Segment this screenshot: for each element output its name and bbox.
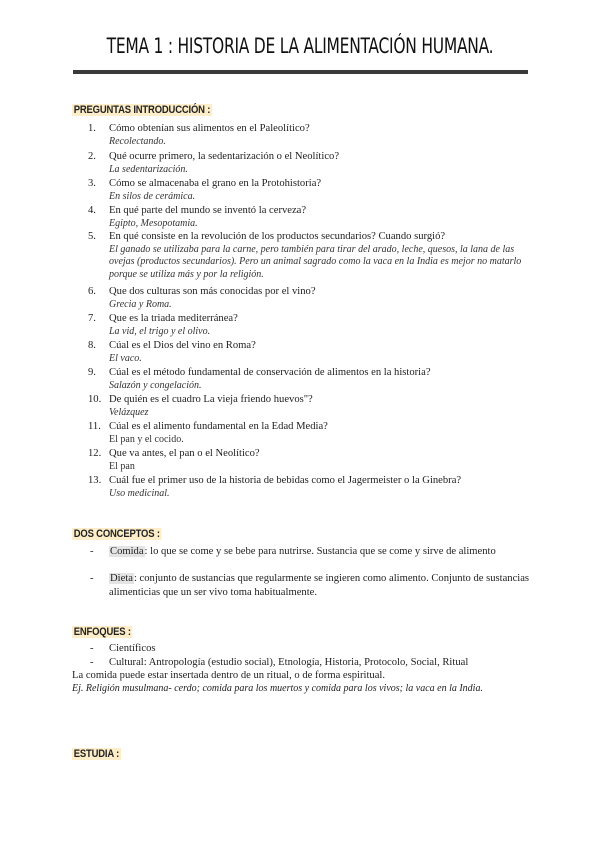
concept-definition: : conjunto de sustancias que regularmente se ingieren como alimento. Conjunto de sustancias alimenticias que un ser vivo toma habitualmente. xyxy=(109,573,530,598)
answer-text: En silos de cerámica. xyxy=(109,190,196,202)
answer-text: Recolectando. xyxy=(109,135,166,147)
question-item: 5. En qué consiste en la revolución de los productos secundarios? Cuando surgió? El ganado se utilizaba para la carne, pero también para tirar del arado, leche, quesos, la lana de las ovejas (productos secundarios). Pero un animal sagrado como la vaca en la India es mejor no matarlo porque se utiliza más y por la religión. xyxy=(88,231,528,281)
question-item: 7. Que es la triada mediterránea? La vid, el trigo y el olivo. xyxy=(88,313,528,338)
question-text: En qué parte del mundo se inventó la cerveza? xyxy=(109,205,307,216)
answer-text: Grecia y Roma. xyxy=(109,298,172,310)
question-item: 12. Que va antes, el pan o el Neolítico? El pan xyxy=(88,448,528,473)
question-item: 3. Cómo se almacenaba el grano en la Protohistoria? En silos de cerámica. xyxy=(88,178,528,203)
enfoques-note: La comida puede estar insertada dentro de un ritual, o de forma espiritual. xyxy=(72,670,385,681)
question-text: Cómo obtenían sus alimentos en el Paleolítico? xyxy=(109,123,310,134)
concept-term: Dieta xyxy=(110,573,133,584)
enfoque-item: - Científicos xyxy=(90,643,156,654)
question-text: Cuál fue el primer uso de la historia de bebidas como el Jagermeister o la Ginebra? xyxy=(109,475,462,486)
enfoque-item: - Cultural: Antropología (estudio social), Etnología, Historia, Protocolo, Social, Ritual xyxy=(90,657,469,668)
question-text: Cúal es el alimento fundamental en la Edad Media? xyxy=(109,421,328,432)
question-item: 10. De quién es el cuadro La vieja friendo huevos"? Velázquez xyxy=(88,394,528,419)
question-text: Que es la triada mediterránea? xyxy=(109,313,238,324)
question-text: En qué consiste en la revolución de los productos secundarios? Cuando surgió? xyxy=(109,231,446,242)
question-text: Que va antes, el pan o el Neolítico? xyxy=(109,448,260,459)
question-item: 9. Cúal es el método fundamental de conservación de alimentos en la historia? Salazón y congelación. xyxy=(88,367,528,392)
answer-text: El vaco. xyxy=(109,352,142,364)
concept-term: Comida xyxy=(110,546,144,557)
question-item: 6. Que dos culturas son más conocidas por el vino? Grecia y Roma. xyxy=(88,286,528,311)
answer-text: Salazón y congelación. xyxy=(109,379,202,391)
answer-text: El ganado se utilizaba para la carne, pero también para tirar del arado, leche, quesos, la lana de las ovejas (productos secundarios). Pero un animal sagrado como la vaca en la India es mejor no matarlo porque se utiliza más y por la religión. xyxy=(109,243,522,280)
section-heading-conceptos: DOS CONCEPTOS : xyxy=(73,528,160,540)
concept-item: - Comida: lo que se come y se bebe para nutrirse. Sustancia que se come y sirve de alimento xyxy=(90,546,496,557)
section-heading-estudia: ESTUDIA : xyxy=(73,748,120,760)
question-text: Cúal es el Dios del vino en Roma? xyxy=(109,340,256,351)
answer-text: La vid, el trigo y el olivo. xyxy=(109,325,211,337)
answer-text: La sedentarización. xyxy=(109,163,188,175)
question-item: 11. Cúal es el alimento fundamental en la Edad Media? El pan y el cocido. xyxy=(88,421,528,446)
concept-definition: : lo que se come y se bebe para nutrirse. Sustancia que se come y sirve de alimento xyxy=(144,546,496,557)
question-text: De quién es el cuadro La vieja friendo huevos"? xyxy=(109,394,313,405)
question-text: Cómo se almacenaba el grano en la Protohistoria? xyxy=(109,178,322,189)
title-underline xyxy=(73,70,528,74)
question-text: Qué ocurre primero, la sedentarización o el Neolítico? xyxy=(109,151,340,162)
answer-text: Egipto, Mesopotamia. xyxy=(109,217,198,229)
answer-text: Uso medicinal. xyxy=(109,487,170,499)
section-heading-preguntas: PREGUNTAS INTRODUCCIÓN : xyxy=(73,104,211,116)
question-item: 1. Cómo obtenían sus alimentos en el Paleolítico? Recolectando. xyxy=(88,123,528,148)
enfoques-example: Ej. Religión musulmana- cerdo; comida para los muertos y comida para los vivos; la vaca en la India. xyxy=(72,683,483,694)
concept-item: - Dieta: conjunto de sustancias que regularmente se ingieren como alimento. Conjunto de sustancias alimenticias que un ser vivo toma habitualmente. xyxy=(90,573,530,598)
page-title: TEMA 1 : HISTORIA DE LA ALIMENTACIÓN HUMANA. xyxy=(106,34,494,58)
question-item: 4. En qué parte del mundo se inventó la cerveza? Egipto, Mesopotamia. xyxy=(88,205,528,230)
answer-text: El pan y el cocido. xyxy=(109,433,184,445)
answer-text: Velázquez xyxy=(109,406,149,418)
question-text: Cúal es el método fundamental de conservación de alimentos en la historia? xyxy=(109,367,431,378)
section-heading-enfoques: ENFOQUES : xyxy=(73,626,131,638)
answer-text: El pan xyxy=(109,460,135,472)
question-item: 8. Cúal es el Dios del vino en Roma? El vaco. xyxy=(88,340,528,365)
question-item: 13. Cuál fue el primer uso de la historia de bebidas como el Jagermeister o la Ginebra? Uso medicinal. xyxy=(88,475,528,500)
question-text: Que dos culturas son más conocidas por el vino? xyxy=(109,286,316,297)
question-item: 2. Qué ocurre primero, la sedentarización o el Neolítico? La sedentarización. xyxy=(88,151,528,176)
